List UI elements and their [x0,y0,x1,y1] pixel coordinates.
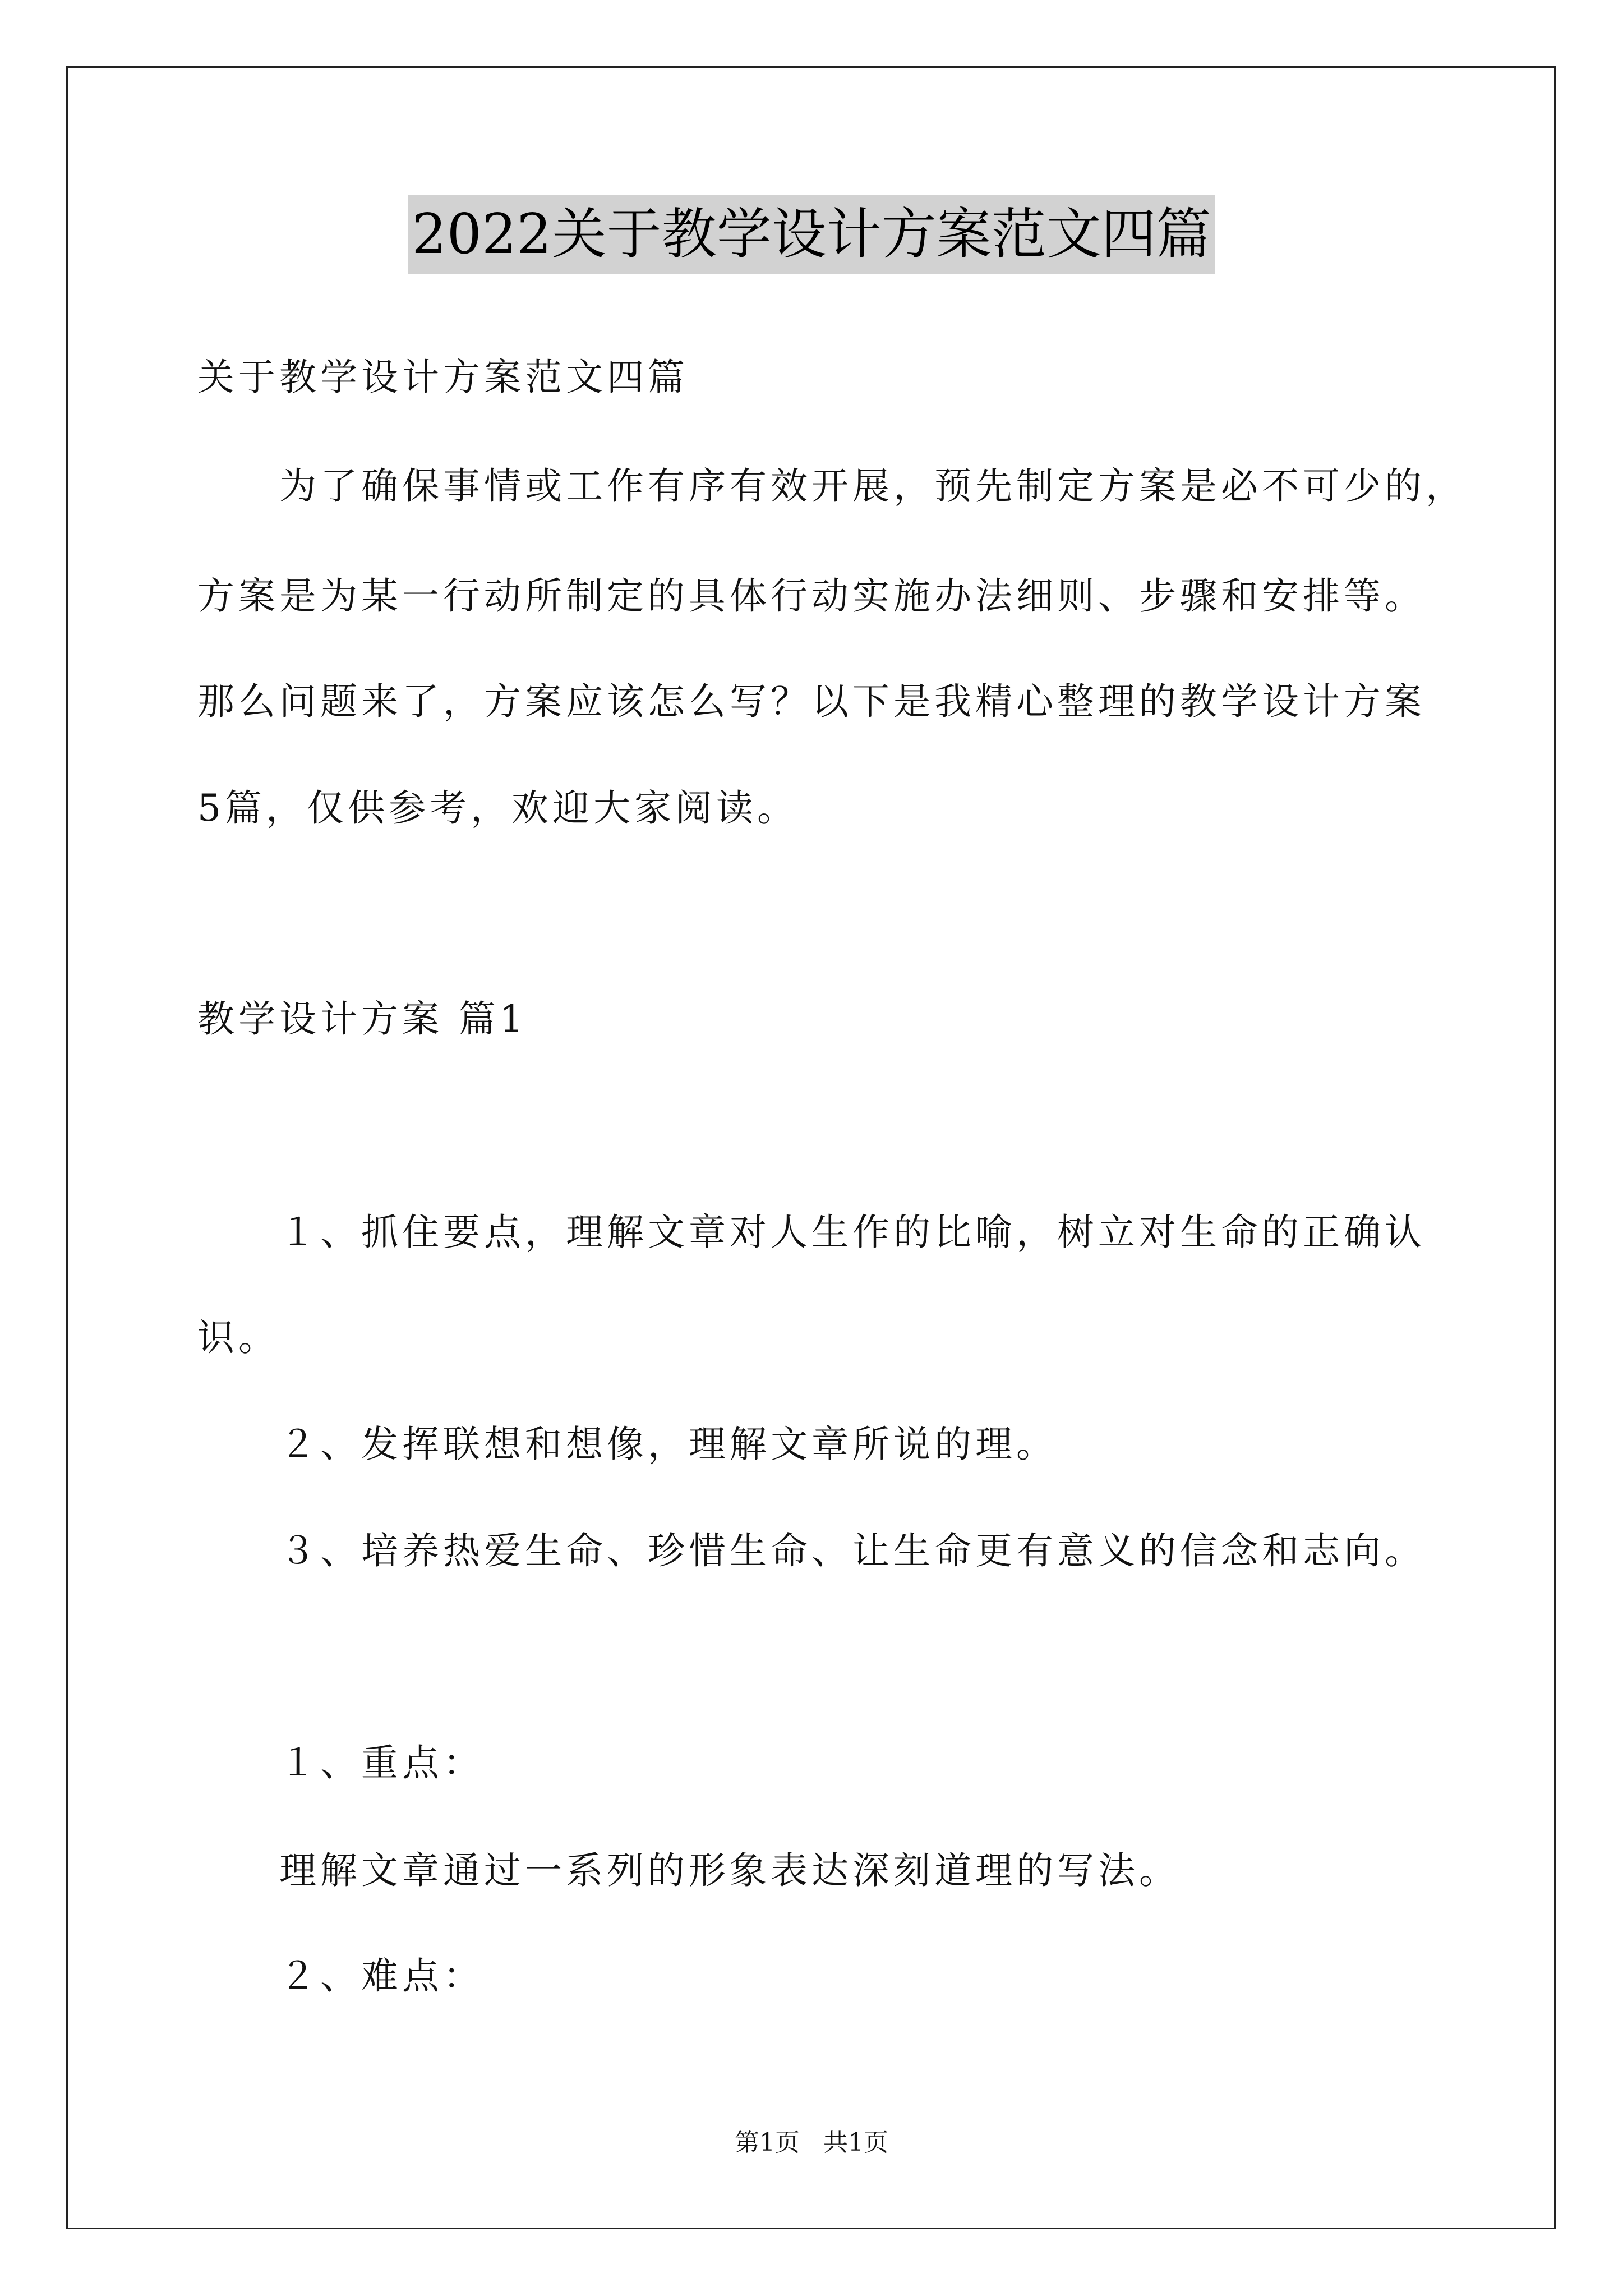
goal-line-1: １、抓住要点，理解文章对人生作的比喻，树立对生命的正确认 [279,1211,1426,1254]
page-number-current: 第1页 [735,2128,800,2157]
difficulty-label: ２、难点： [279,1954,484,1998]
page-footer [0,2126,1623,2160]
intro-line-4: 5篇，仅供参考，欢迎大家阅读。 [197,786,798,830]
intro-line-3: 那么问题来了，方案应该怎么写？以下是我精心整理的教学设计方案 [197,680,1426,723]
goal-line-1-cont: 识。 [197,1316,279,1359]
goal-line-3: ３、培养热爱生命、珍惜生命、让生命更有意义的信念和志向。 [279,1529,1426,1572]
page-number-total: 共1页 [823,2128,888,2157]
key-point-label: １、重点： [279,1741,484,1784]
intro-line-2: 方案是为某一行动所制定的具体行动实施办法细则、步骤和安排等。 [197,574,1426,618]
title-container [0,195,1623,274]
document-title: 2022关于教学设计方案范文四篇 [408,195,1214,274]
key-point-text: 理解文章通过一系列的形象表达深刻道理的写法。 [279,1849,1180,1892]
intro-line-1: 为了确保事情或工作有序有效开展，预先制定方案是必不可少的， [279,464,1467,508]
document-subtitle: 关于教学设计方案范文四篇 [197,356,689,399]
goal-line-2: ２、发挥联想和想像，理解文章所说的理。 [279,1423,1057,1466]
section-heading: 教学设计方案 篇1 [197,997,527,1041]
